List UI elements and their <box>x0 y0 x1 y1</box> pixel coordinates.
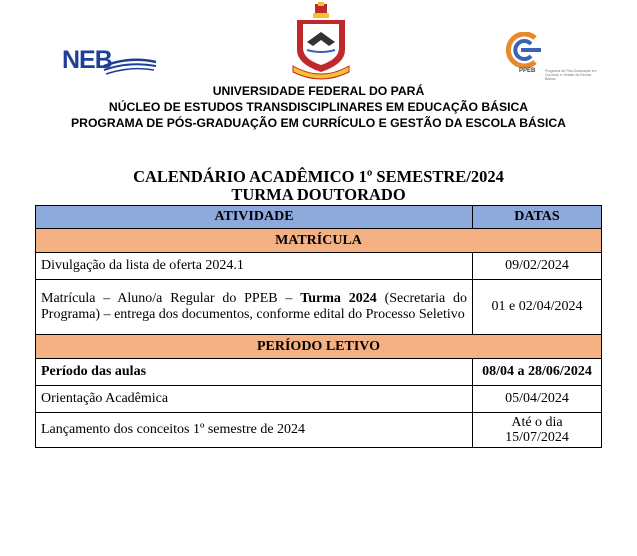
date-cell: 08/04 a 28/06/2024 <box>473 359 602 386</box>
activity-cell: Orientação Acadêmica <box>36 386 473 413</box>
neb-logo-text: NEB <box>62 46 112 74</box>
ppeb-emblem-icon <box>505 32 545 68</box>
section-row-term <box>36 335 602 359</box>
table-row <box>36 359 602 386</box>
neb-logo <box>62 44 158 80</box>
activity-text: (Secretaria do Programa) – entrega dos documentos, conforme edital do Processo Seletivo <box>41 291 467 322</box>
activity-cell: Período das aulas <box>36 359 473 386</box>
ppeb-logo-text: PPEB <box>519 68 536 74</box>
date-line: 15/07/2024 <box>505 430 569 445</box>
ppeb-logo <box>505 32 601 80</box>
section-row-enrollment <box>36 229 602 253</box>
table-row <box>36 386 602 413</box>
activity-text: Matrícula – Aluno/a Regular do PPEB – <box>41 291 301 306</box>
activity-cell: Lançamento dos conceitos 1º semestre de 2024 <box>36 413 473 448</box>
activity-cell: Divulgação da lista de oferta 2024.1 <box>36 253 473 280</box>
date-cell: 09/02/2024 <box>473 253 602 280</box>
calendar-subtitle: TURMA DOUTORADO <box>231 185 406 204</box>
date-line: Até o dia <box>511 415 563 430</box>
calendar-title: CALENDÁRIO ACADÊMICO 1º SEMESTRE/2024 <box>133 167 504 186</box>
table-row <box>36 253 602 280</box>
calendar-table <box>35 205 602 448</box>
table-row <box>36 280 602 335</box>
table-header-row <box>36 206 602 229</box>
date-cell: 01 e 02/04/2024 <box>473 280 602 335</box>
nucleus-name: NÚCLEO DE ESTUDOS TRANSDISCIPLINARES EM EDUCAÇÃO BÁSICA <box>108 100 529 114</box>
table-row <box>36 413 602 448</box>
activity-column-header: ATIVIDADE <box>36 206 473 229</box>
ufpa-coat-of-arms-logo <box>289 2 353 80</box>
neb-swoosh-icon <box>102 54 158 76</box>
section-title-term: PERÍODO LETIVO <box>36 335 602 359</box>
section-title-enrollment: MATRÍCULA <box>36 229 602 253</box>
program-name: PROGRAMA DE PÓS-GRADUAÇÃO EM CURRÍCULO E GESTÃO DA ESCOLA BÁSICA <box>71 116 566 130</box>
activity-cell <box>36 280 473 335</box>
date-cell <box>473 413 602 448</box>
institution-name: UNIVERSIDADE FEDERAL DO PARÁ <box>212 84 425 98</box>
date-cell: 05/04/2024 <box>473 386 602 413</box>
dates-column-header: DATAS <box>473 206 602 229</box>
activity-text-bold: Turma 2024 <box>300 291 377 306</box>
ppeb-logo-subtitle: Programa de Pós-Graduação em Currículo e Gestão da Escola Básica <box>545 69 597 81</box>
